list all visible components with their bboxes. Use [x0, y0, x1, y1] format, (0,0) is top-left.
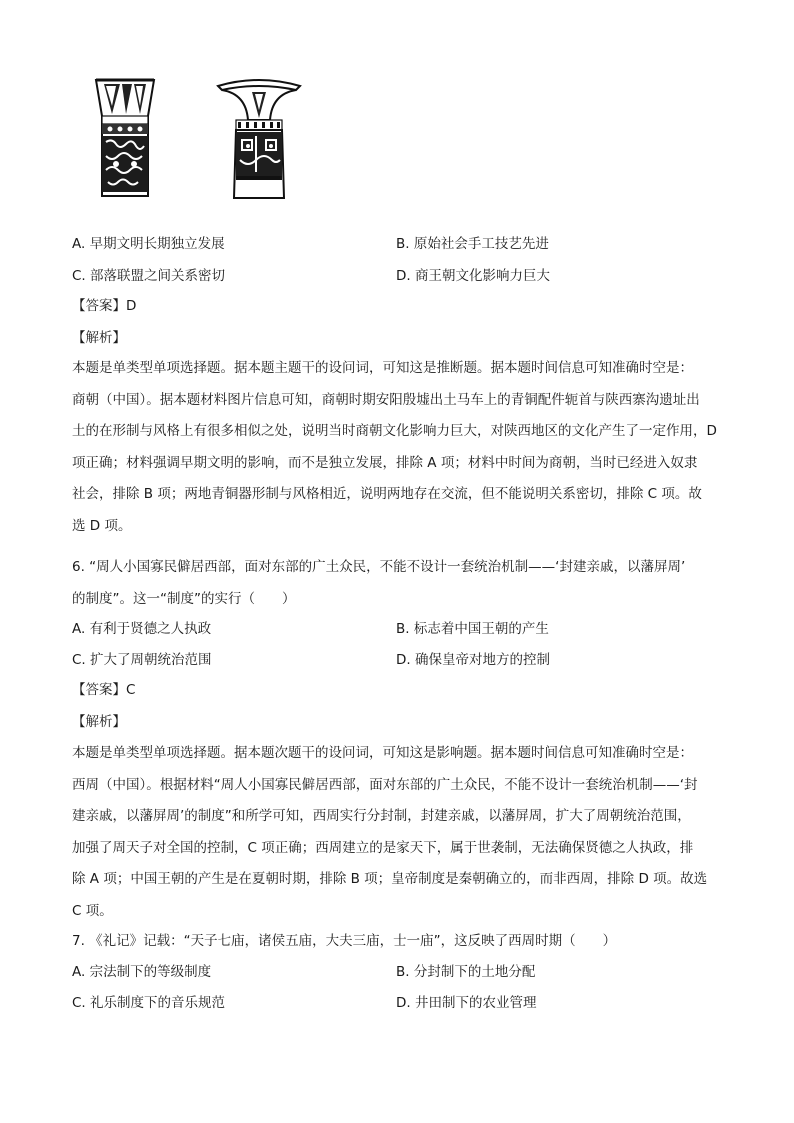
q7-option-d: D. 井田制下的农业管理 [396, 995, 537, 1011]
q6-option-a: A. 有利于贤德之人执政 [72, 621, 212, 637]
q6-answer: 【答案】C [72, 682, 136, 698]
q6-stem-line: 6. “周人小国寡民僻居西部，面对东部的广土众民，不能不设计一套统治机制——‘封建亲戚，以藩屏周’ [72, 559, 686, 575]
q5-option-a: A. 早期文明长期独立发展 [72, 236, 225, 252]
q6-option-d: D. 确保皇帝对地方的控制 [396, 652, 550, 668]
q6-stem [72, 552, 732, 615]
q5-analysis [72, 353, 732, 542]
q5-answer: 【答案】D [72, 298, 137, 314]
q5-analysis-line: 商朝（中国）。据本题材料图片信息可知，商朝时期安阳殷墟出土马车上的青铜配件轭首与陕西寨沟遗址出 [72, 391, 700, 408]
q6-option-b: B. 标志着中国王朝的产生 [396, 621, 549, 637]
q5-option-d: D. 商王朝文化影响力巨大 [396, 268, 550, 284]
q7-option-a: A. 宗法制下的等级制度 [72, 964, 212, 980]
bronze-vessel-left-image [86, 76, 164, 204]
bronze-vessel-right-image [216, 76, 302, 204]
q7-option-c: C. 礼乐制度下的音乐规范 [72, 995, 226, 1011]
q5-option-c: C. 部落联盟之间关系密切 [72, 268, 226, 284]
q6-analysis [72, 738, 732, 927]
q6-analysis-line: 加强了周天子对全国的控制，C 项正确；西周建立的是家天下，属于世袭制，无法确保贤德之人执政，排 [72, 839, 694, 856]
q6-analysis-line: 建亲戚，以藩屏周’的制度”和所学可知，西周实行分封制，封建亲戚，以藩屏周，扩大了周朝统治范围， [72, 808, 691, 824]
q5-option-b: B. 原始社会手工技艺先进 [396, 236, 549, 252]
q5-analysis-label: 【解析】 [72, 330, 126, 346]
bronze-vessels-figure [86, 76, 316, 206]
q6-analysis-label: 【解析】 [72, 714, 126, 730]
q6-analysis-line: 本题是单类型单项选择题。据本题次题干的设问词，可知这是影响题。据本题时间信息可知准确时空是： [72, 745, 693, 761]
q7-stem: 7. 《礼记》记载：“天子七庙，诸侯五庙，大夫三庙，士一庙”，这反映了西周时期（ ） [72, 933, 617, 949]
q5-analysis-line: 项正确；材料强调早期文明的影响，而不是独立发展，排除 A 项；材料中时间为商朝，当时已经进入奴隶 [72, 454, 698, 471]
q6-analysis-line: 除 A 项；中国王朝的产生是在夏朝时期，排除 B 项；皇帝制度是秦朝确立的，而非西周，排除 D 项。故选 [72, 871, 708, 887]
q5-analysis-line: 土的在形制与风格上有很多相似之处，说明当时商朝文化影响力巨大，对陕西地区的文化产生了一定作用，D [72, 423, 717, 439]
q5-analysis-line: 社会，排除 B 项；两地青铜器形制与风格相近，说明两地存在交流，但不能说明关系密切，排除 C 项。故 [72, 486, 702, 502]
q7-option-b: B. 分封制下的土地分配 [396, 964, 536, 980]
q5-analysis-line: 本题是单类型单项选择题。据本题主题干的设问词，可知这是推断题。据本题时间信息可知准确时空是： [72, 360, 693, 376]
q6-option-c: C. 扩大了周朝统治范围 [72, 652, 212, 668]
q6-analysis-line: 西周（中国）。根据材料“周人小国寡民僻居西部，面对东部的广土众民，不能不设计一套统治机制——‘封 [72, 776, 698, 793]
q5-analysis-line: 选 D 项。 [72, 517, 132, 534]
q6-stem-line: 的制度”。这一“制度”的实行（ ） [72, 590, 296, 607]
q6-analysis-line: C 项。 [72, 902, 113, 919]
